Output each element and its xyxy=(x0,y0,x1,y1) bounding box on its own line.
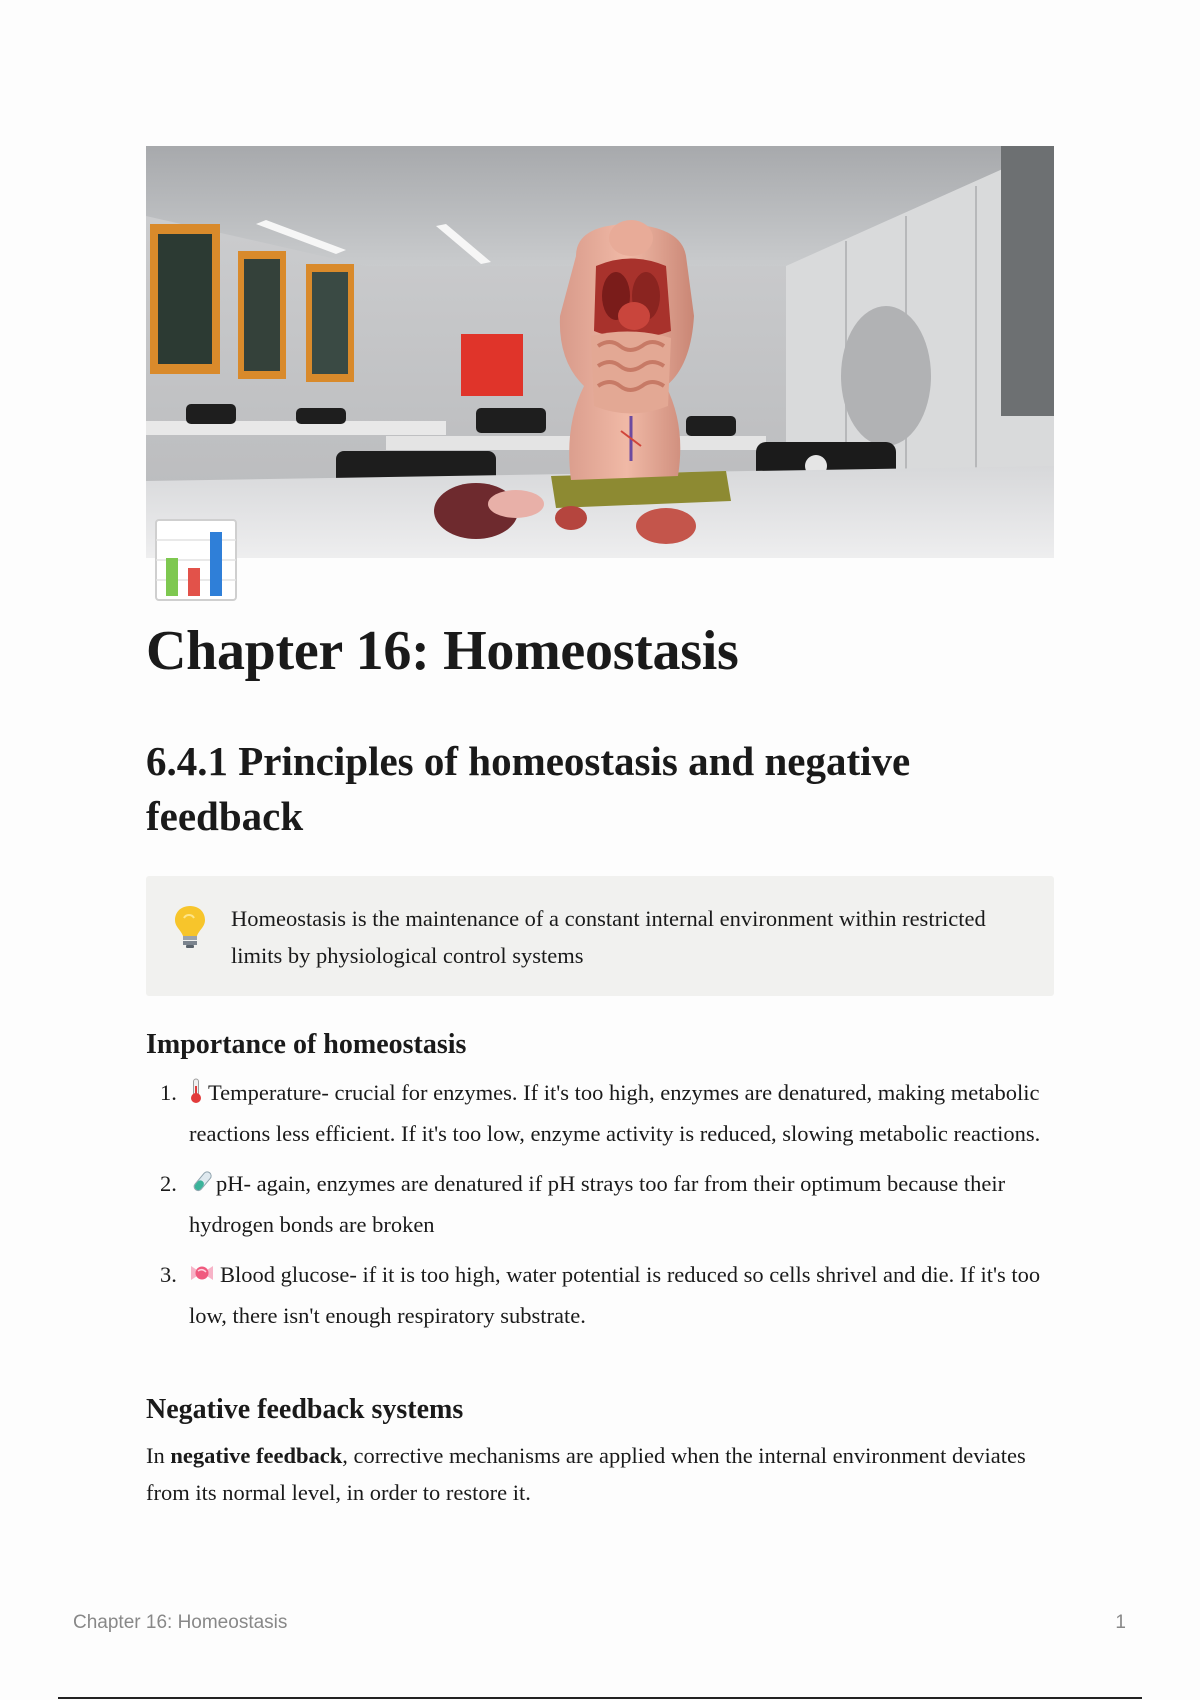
bar-chart-icon xyxy=(154,518,238,602)
list-item: 2. pH- again, enzymes are denatured if pH strays too far from their optimum because their hydrogen bonds are broken xyxy=(160,1171,1006,1237)
cover-image xyxy=(146,146,1054,558)
footer-title: Chapter 16: Homeostasis xyxy=(73,1612,288,1633)
importance-list xyxy=(146,1074,1066,1347)
negative-feedback-heading: Negative feedback systems xyxy=(146,1394,464,1425)
divider xyxy=(58,1697,1142,1699)
candy-icon xyxy=(189,1260,215,1297)
light-bulb-icon xyxy=(172,904,208,950)
importance-heading: Importance of homeostasis xyxy=(146,1029,467,1060)
list-item: 1. Temperature- crucial for enzymes. If it's too high, enzymes are denatured, making metabolic reactions less efficient. If it's too low, enzyme activity is reduced, slowing metabolic reactions. xyxy=(160,1080,1041,1146)
page-title: Chapter 16: Homeostasis xyxy=(146,620,739,682)
thermometer-icon xyxy=(189,1078,203,1115)
negative-feedback-paragraph: In negative feedback, corrective mechanisms are applied when the internal environment deviates from its normal level, in order to restore it. xyxy=(146,1443,1026,1505)
page-number: 1 xyxy=(1115,1612,1126,1633)
list-item: 3. Blood glucose- if it is too high, water potential is reduced so cells shrivel and die. If it's too low, there isn't enough respiratory substrate. xyxy=(160,1262,1041,1328)
section-heading: 6.4.1 Principles of homeostasis and negative feedback xyxy=(146,738,911,839)
callout-text: Homeostasis is the maintenance of a constant internal environment within restricted limits by physiological control systems xyxy=(231,906,986,968)
test-tube-icon xyxy=(189,1169,215,1206)
callout xyxy=(146,876,1054,996)
